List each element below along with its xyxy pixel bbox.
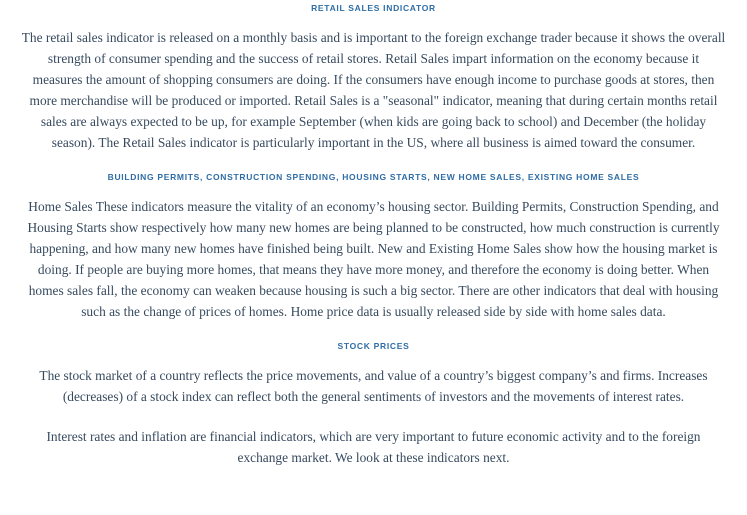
section-heading-retail-sales-indicator: RETAIL SALES INDICATOR	[311, 3, 436, 13]
section-heading-housing-indicators: BUILDING PERMITS, CONSTRUCTION SPENDING, HOUSING STARTS, NEW HOME SALES, EXISTING HOME SALES	[107, 172, 640, 182]
paragraph-retail-sales: The retail sales indicator is released on a monthly basis and is important to the foreign exchange trader because it shows the overall strength of consumer spending and the success of retail stores. Retail Sales impart information on the economy because it measures the amount of shopping consumers are doing. If the consumers have enough income to purchase goods at stores, then more merchandise will be produced or imported. Retail Sales is a "seasonal" indicator, meaning that during certain months retail sales are always expected to be up, for example September (when kids are going back to school) and December (the holiday season). The Retail Sales indicator is particularly important in the US, where all business is aimed toward the consumer.	[21, 30, 726, 150]
paragraph-stock-prices: The stock market of a country reflects the price movements, and value of a country’s biggest company’s and firms. Increases (decreases) of a stock index can reflect both the general sentiments of investors and the movements of interest rates.	[39, 368, 708, 404]
section-heading-stock-prices: STOCK PRICES	[337, 341, 410, 351]
paragraph-housing-indicators: Home Sales These indicators measure the vitality of an economy’s housing sector. Building Permits, Construction Spending, and Housing Starts show respectively how many new homes are being planned to be constructed, how much construction is currently happening, and how many new homes have finished being built. New and Existing Home Sales show how the housing market is doing. If people are buying more homes, that means they have more money, and therefore the economy is doing better. When homes sales fall, the economy can weaken because housing is such a big sector. There are other indicators that deal with housing such as the change of prices of homes. Home price data is usually released side by side with home sales data.	[27, 199, 720, 319]
paragraph-interest-rates-inflation: Interest rates and inflation are financial indicators, which are very important to future economic activity and to the foreign exchange market. We look at these indicators next.	[46, 429, 701, 465]
